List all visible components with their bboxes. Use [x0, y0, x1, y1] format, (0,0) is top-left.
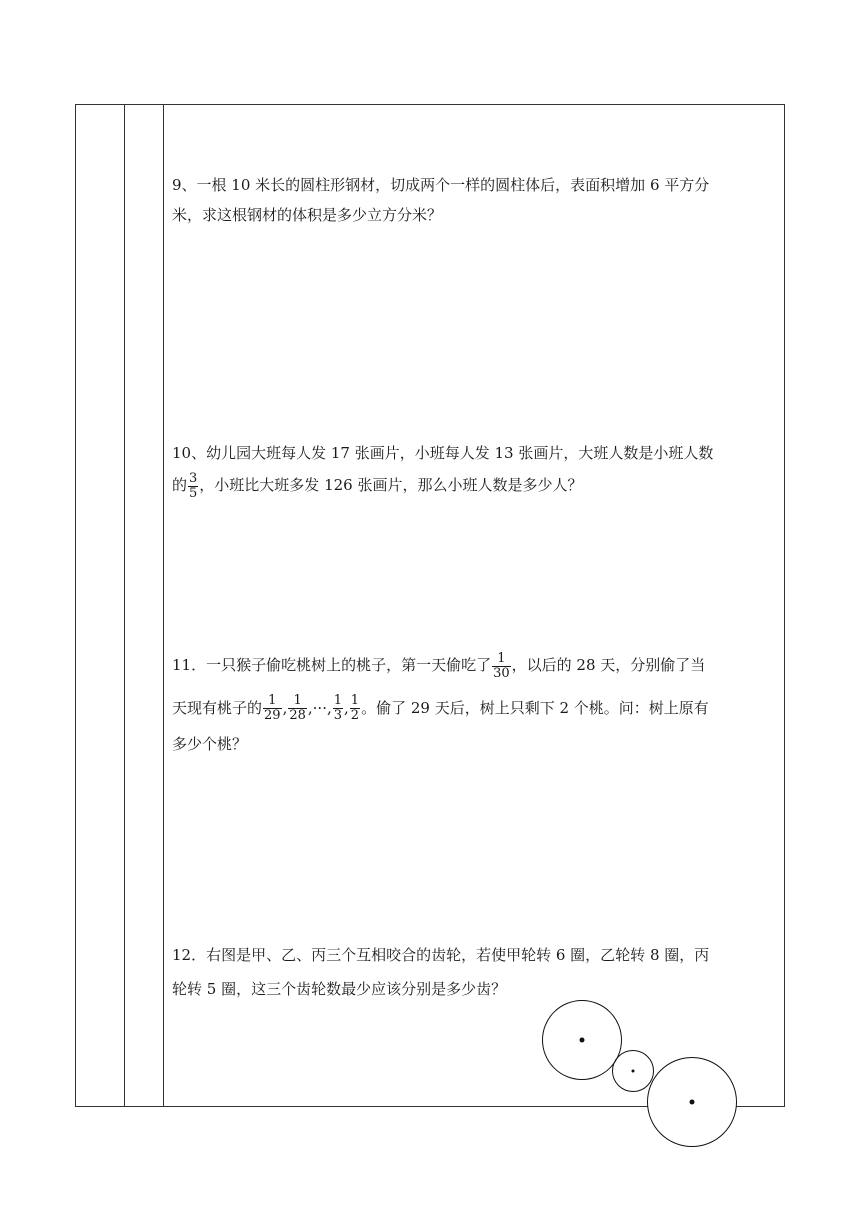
fraction-numerator: 1 [288, 694, 307, 709]
question-10-line-2 [172, 470, 784, 501]
gears-diagram [540, 1000, 740, 1150]
fraction-denominator: 30 [493, 665, 510, 681]
fraction-ellipsis: ,···, [307, 698, 332, 717]
question-12-line-1: 12．右图是甲、乙、丙三个互相咬合的齿轮，若使甲轮转 6 圈，乙轮转 8 圈，丙 [172, 946, 710, 964]
fraction-3-5 [188, 472, 198, 501]
fraction-numerator: 1 [333, 693, 343, 708]
question-10-line-1: 10、幼儿园大班每人发 17 张画片，小班每人发 13 张画片，大班人数是小班人数 [172, 444, 714, 462]
question-10 [172, 438, 784, 501]
table-column-divider-2 [163, 104, 164, 1107]
gear-center-dot [580, 1038, 585, 1043]
fraction-1-29 [263, 694, 282, 723]
question-10-prefix: 的 [172, 476, 188, 494]
fraction-separator: , [282, 698, 288, 717]
fraction-denominator: 29 [264, 708, 281, 723]
gear-center-dot [632, 1070, 635, 1073]
question-11-line-1 [172, 650, 784, 681]
fraction-separator: , [344, 698, 349, 717]
question-12-line-2: 轮转 5 圈，这三个齿轮数最少应该分别是多少齿？ [172, 980, 507, 998]
fraction-1-28 [288, 694, 307, 723]
question-11 [172, 650, 784, 759]
gear-bing [647, 1057, 737, 1147]
fraction-numerator: 1 [350, 693, 360, 708]
question-11-line-3: 多少个桃？ [172, 735, 248, 753]
question-11-line-2 [172, 693, 784, 724]
table-column-divider-1 [124, 104, 125, 1107]
gear-jia [542, 1000, 622, 1080]
gear-yi [612, 1050, 654, 1092]
fraction-numerator: 3 [189, 470, 198, 486]
question-9-line-2: 米，求这根钢材的体积是多少立方分米？ [172, 206, 443, 224]
question-11-line-2-prefix: 天现有桃子的 [172, 698, 263, 717]
fraction-denominator: 3 [333, 708, 343, 723]
question-11-line-2-suffix: 。偷了 29 天后，树上只剩下 2 个桃。问：树上原有 [361, 698, 709, 717]
fraction-denominator: 28 [289, 708, 306, 723]
fraction-denominator: 5 [189, 485, 198, 501]
fraction-1-2 [350, 694, 360, 723]
fraction-1-30 [492, 652, 511, 681]
gear-center-dot [690, 1100, 695, 1105]
fraction-1-3 [333, 694, 343, 723]
question-9-line-1: 9、一根 10 米长的圆柱形钢材，切成两个一样的圆柱体后，表面积增加 6 平方分 [172, 176, 710, 194]
question-11-line-1-prefix: 11．一只猴子偷吃桃树上的桃子，第一天偷吃了 [172, 656, 492, 674]
question-11-line-1-suffix: ，以后的 28 天，分别偷了当 [511, 656, 706, 674]
question-9 [172, 170, 784, 230]
question-10-suffix: ，小班比大班多发 126 张画片，那么小班人数是多少人？ [199, 476, 583, 494]
fraction-numerator: 1 [492, 652, 511, 667]
question-12 [172, 940, 784, 1004]
fraction-numerator: 1 [263, 694, 282, 709]
fraction-denominator: 2 [350, 708, 360, 723]
